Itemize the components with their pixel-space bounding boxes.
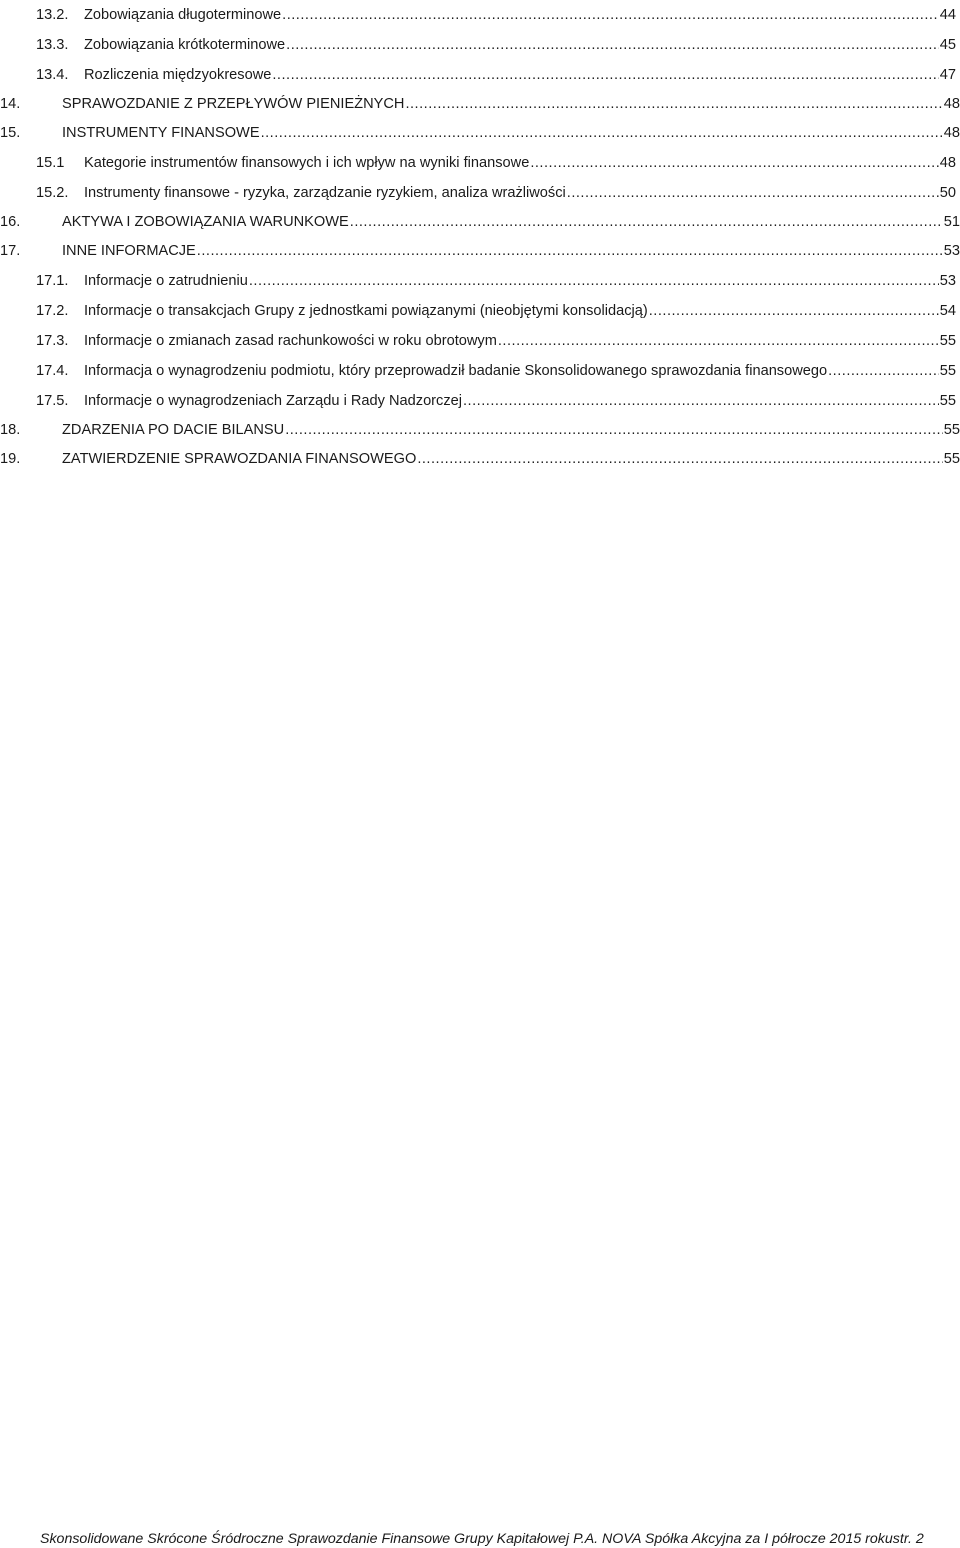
toc-entry-number: 15.1 [36, 155, 65, 171]
toc-entry-title: Instrumenty finansowe - ryzyka, zarządzanie ryzykiem, analiza wrażliwości [84, 185, 566, 201]
toc-entry-page: 44 [939, 7, 956, 23]
toc-entry-title: Rozliczenia międzyokresowe [84, 67, 272, 83]
toc-entry-number: 13.2. [36, 7, 69, 23]
toc-dot-leader [350, 213, 943, 231]
toc-entry-title: Informacje o zmianach zasad rachunkowości w roku obrotowym [84, 333, 497, 349]
toc-entry-number: 17.5. [36, 393, 69, 409]
toc-entry-title: Informacje o wynagrodzeniach Zarządu i Rady Nadzorczej [84, 393, 462, 409]
toc-entry-number: 14. [0, 96, 21, 112]
toc-entry-number: 17.4. [36, 363, 69, 379]
toc-entry[interactable] [36, 60, 956, 84]
toc-dot-leader [261, 124, 943, 142]
toc-entry-title: AKTYWA I ZOBOWIĄZANIA WARUNKOWE [62, 214, 349, 230]
toc-entry-number: 17.2. [36, 303, 69, 319]
toc-entry-page: 55 [939, 333, 956, 349]
toc-entry-page: 55 [943, 422, 960, 438]
toc-entry-number: 17. [0, 243, 21, 259]
toc-entry[interactable] [36, 148, 956, 172]
footer-page-number: str. 2 [892, 1531, 924, 1547]
toc-entry[interactable] [36, 296, 956, 320]
toc-dot-leader [417, 450, 942, 468]
toc-entry-title: Zobowiązania długoterminowe [84, 7, 282, 23]
toc-entry-number: 18. [0, 422, 21, 438]
toc-dot-leader [567, 184, 939, 202]
toc-entry[interactable] [0, 415, 960, 439]
toc-entry-number: 15.2. [36, 185, 69, 201]
toc-entry[interactable] [36, 326, 956, 350]
toc-entry-title: Informacje o zatrudnieniu [84, 273, 248, 289]
toc-entry-page: 45 [939, 37, 956, 53]
toc-dot-leader [285, 421, 943, 439]
toc-entry-title: SPRAWOZDANIE Z PRZEPŁYWÓW PIENIEŻNYCH [62, 96, 405, 112]
toc-entry-title: Kategorie instrumentów finansowych i ich wpływ na wyniki finansowe [84, 155, 530, 171]
toc-dot-leader [530, 154, 938, 172]
toc-entry[interactable] [0, 118, 960, 142]
toc-entry-title: Zobowiązania krótkoterminowe [84, 37, 286, 53]
toc-dot-leader [498, 332, 939, 350]
toc-entry-page: 51 [943, 214, 960, 230]
toc-entry-page: 48 [943, 96, 960, 112]
toc-entry-title: Informacja o wynagrodzeniu podmiotu, który przeprowadził badanie Skonsolidowanego sprawozdania finansowego [84, 363, 828, 379]
toc-dot-leader [197, 242, 943, 260]
toc-entry[interactable] [36, 30, 956, 54]
page-footer [40, 1530, 924, 1548]
toc-entry[interactable] [36, 178, 956, 202]
toc-entry-number: 17.1. [36, 273, 69, 289]
toc-entry[interactable] [0, 444, 960, 468]
toc-entry[interactable] [36, 0, 956, 24]
toc-entry-page: 54 [939, 303, 956, 319]
toc-dot-leader [649, 302, 939, 320]
toc-entry-number: 19. [0, 451, 21, 467]
toc-entry-page: 55 [943, 451, 960, 467]
toc-entry[interactable] [36, 386, 956, 410]
toc-entry-title: INNE INFORMACJE [62, 243, 196, 259]
toc-entry-title: INSTRUMENTY FINANSOWE [62, 125, 260, 141]
toc-entry-title: ZDARZENIA PO DACIE BILANSU [62, 422, 285, 438]
toc-entry-page: 55 [939, 393, 956, 409]
toc-entry-page: 50 [939, 185, 956, 201]
toc-dot-leader [272, 66, 938, 84]
toc-entry-page: 53 [943, 243, 960, 259]
toc-entry-number: 13.4. [36, 67, 69, 83]
footer-document-title: Skonsolidowane Skrócone Śródroczne Sprawozdanie Finansowe Grupy Kapitałowej P.A. NOVA Spółka Akcyjna za I półrocze 2015 roku [40, 1531, 893, 1547]
toc-dot-leader [405, 95, 942, 113]
toc-entry-number: 16. [0, 214, 21, 230]
toc-entry-number: 17.3. [36, 333, 69, 349]
toc-entry-number: 13.3. [36, 37, 69, 53]
toc-dot-leader [286, 36, 939, 54]
toc-dot-leader [249, 272, 939, 290]
toc-entry-page: 53 [939, 273, 956, 289]
toc-entry[interactable] [36, 356, 956, 380]
toc-entry-page: 48 [943, 125, 960, 141]
toc-entry-title: Informacje o transakcjach Grupy z jednostkami powiązanymi (nieobjętymi konsolidacją) [84, 303, 648, 319]
toc-dot-leader [463, 392, 939, 410]
toc-entry-number: 15. [0, 125, 21, 141]
toc-entry-page: 47 [939, 67, 956, 83]
toc-entry[interactable] [0, 207, 960, 231]
toc-entry[interactable] [0, 89, 960, 113]
toc-dot-leader [282, 6, 939, 24]
toc-entry-title: ZATWIERDZENIE SPRAWOZDANIA FINANSOWEGO [62, 451, 417, 467]
toc-dot-leader [828, 362, 939, 380]
toc-entry-page: 48 [939, 155, 956, 171]
toc-entry[interactable] [0, 236, 960, 260]
toc-entry[interactable] [36, 266, 956, 290]
toc-entry-page: 55 [939, 363, 956, 379]
